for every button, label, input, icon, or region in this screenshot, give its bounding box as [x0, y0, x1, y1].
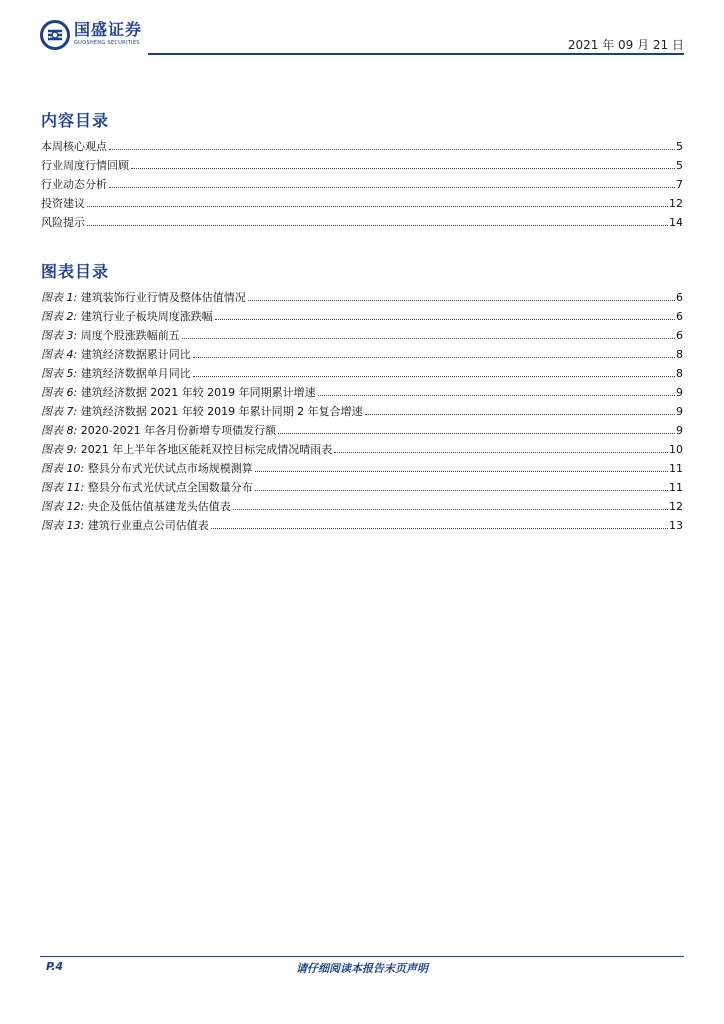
figure-number: 图表 5:	[41, 367, 78, 380]
toc-entry[interactable]	[41, 365, 683, 384]
toc-entry-label	[41, 308, 213, 324]
dot-leader	[233, 508, 668, 510]
toc-entry-text: 建筑经济数据 2021 年较 2019 年累计同期 2 年复合增速	[80, 405, 363, 418]
toc-entry[interactable]	[41, 289, 683, 308]
toc-entry-label	[41, 157, 129, 173]
toc-entry-text: 风险提示	[41, 216, 85, 229]
toc-entry-text: 周度个股涨跌幅前五	[80, 329, 180, 342]
figure-number: 图表 1:	[41, 291, 78, 304]
toc-entry-label	[41, 403, 363, 419]
toc-entry-label	[41, 138, 107, 154]
toc-entry[interactable]	[41, 422, 683, 441]
figure-number: 图表 3:	[41, 329, 78, 342]
dot-leader	[193, 375, 675, 377]
figure-number: 图表 6:	[41, 386, 78, 399]
toc-entry-label	[41, 176, 107, 192]
toc-entry-page: 10	[669, 443, 683, 456]
dot-leader	[109, 148, 675, 150]
toc-entry-label	[41, 346, 191, 362]
toc-entry-label	[41, 289, 246, 305]
toc-entry-page: 9	[676, 386, 683, 399]
toc-entry-text: 建筑装饰行业行情及整体估值情况	[80, 291, 246, 304]
toc-entry-page: 12	[669, 500, 683, 513]
dot-leader	[182, 337, 675, 339]
figure-number: 图表 2:	[41, 310, 78, 323]
brand-name-en: GUOSHENG SECURITIES	[74, 40, 140, 46]
toc-entry-text: 建筑经济数据累计同比	[80, 348, 191, 361]
toc-entry-page: 5	[676, 159, 683, 172]
figures-list	[41, 289, 683, 536]
dot-leader	[255, 470, 668, 472]
toc-entry[interactable]	[41, 346, 683, 365]
toc-entry-page: 6	[676, 310, 683, 323]
figure-number: 图表 4:	[41, 348, 78, 361]
toc-entry[interactable]	[41, 157, 683, 176]
footer-page-number: P.4	[46, 960, 64, 973]
toc-entry-label	[41, 517, 209, 533]
dot-leader	[334, 451, 668, 453]
toc-entry-label	[41, 498, 231, 514]
figures-title: 图表目录	[41, 262, 110, 281]
toc-entry-label	[41, 422, 276, 438]
toc-entry-text: 建筑行业重点公司估值表	[87, 519, 209, 532]
toc-entry[interactable]	[41, 176, 683, 195]
toc-entry-label	[41, 441, 332, 457]
toc-entry[interactable]	[41, 460, 683, 479]
toc-entry-text: 央企及低估值基建龙头估值表	[87, 500, 231, 513]
report-date: 2021 年 09 月 21 日	[567, 38, 684, 52]
dot-leader	[248, 299, 675, 301]
toc-entry-page: 11	[669, 481, 683, 494]
dot-leader	[211, 527, 668, 529]
toc-entry-label	[41, 460, 253, 476]
toc-entry[interactable]	[41, 214, 683, 233]
toc-entry-text: 建筑经济数据单月同比	[80, 367, 191, 380]
toc-entry-text: 2021 年上半年各地区能耗双控目标完成情况晴雨表	[80, 443, 333, 456]
toc-entry-page: 8	[676, 348, 683, 361]
toc-entry-label	[41, 479, 253, 495]
toc-entry-text: 行业动态分析	[41, 178, 107, 191]
dot-leader	[255, 489, 668, 491]
dot-leader	[87, 205, 668, 207]
figure-number: 图表 9:	[41, 443, 78, 456]
toc-entry-page: 6	[676, 291, 683, 304]
toc-entry-text: 建筑行业子板块周度涨跌幅	[80, 310, 213, 323]
dot-leader	[215, 318, 675, 320]
toc-entry-label	[41, 214, 85, 230]
toc-entry[interactable]	[41, 138, 683, 157]
toc-entry-text: 投资建议	[41, 197, 85, 210]
toc-entry-label	[41, 384, 316, 400]
figure-number: 图表 10:	[41, 462, 85, 475]
toc-entry-page: 6	[676, 329, 683, 342]
toc-entry[interactable]	[41, 479, 683, 498]
toc-entry-page: 9	[676, 405, 683, 418]
guosheng-logo-icon	[40, 20, 70, 50]
dot-leader	[109, 186, 675, 188]
dot-leader	[193, 356, 675, 358]
toc-entry-page: 13	[669, 519, 683, 532]
figure-number: 图表 8:	[41, 424, 78, 437]
toc-entry[interactable]	[41, 195, 683, 214]
toc-entry-page: 9	[676, 424, 683, 437]
dot-leader	[318, 394, 675, 396]
brand-logo	[40, 20, 142, 56]
toc-entry-text: 2020-2021 年各月份新增专项债发行额	[80, 424, 277, 437]
page-header	[40, 16, 684, 56]
figure-number: 图表 13:	[41, 519, 85, 532]
dot-leader	[365, 413, 675, 415]
toc-entry[interactable]	[41, 327, 683, 346]
figure-number: 图表 12:	[41, 500, 85, 513]
toc-entry[interactable]	[41, 517, 683, 536]
header-divider	[148, 53, 684, 55]
footer-divider	[40, 956, 684, 957]
contents-title: 内容目录	[41, 111, 110, 130]
toc-entry-label	[41, 327, 180, 343]
contents-list	[41, 138, 683, 233]
footer-disclaimer: 请仔细阅读本报告末页声明	[296, 962, 428, 975]
toc-entry-text: 整县分布式光伏试点市场规模测算	[87, 462, 253, 475]
toc-entry-text: 建筑经济数据 2021 年较 2019 年同期累计增速	[80, 386, 316, 399]
toc-entry-page: 5	[676, 140, 683, 153]
dot-leader	[87, 224, 668, 226]
dot-leader	[278, 432, 675, 434]
toc-entry-text: 整县分布式光伏试点全国数量分布	[87, 481, 253, 494]
toc-entry-text: 行业周度行情回顾	[41, 159, 129, 172]
brand-name-cn: 国盛证券	[74, 20, 143, 39]
toc-entry-label	[41, 195, 85, 211]
toc-entry-page: 7	[676, 178, 683, 191]
toc-entry-page: 8	[676, 367, 683, 380]
figure-number: 图表 11:	[41, 481, 85, 494]
toc-entry-text: 本周核心观点	[41, 140, 107, 153]
toc-entry[interactable]	[41, 308, 683, 327]
toc-entry[interactable]	[41, 441, 683, 460]
toc-entry[interactable]	[41, 384, 683, 403]
toc-entry[interactable]	[41, 498, 683, 517]
toc-entry-page: 11	[669, 462, 683, 475]
toc-entry-label	[41, 365, 191, 381]
toc-entry[interactable]	[41, 403, 683, 422]
toc-entry-page: 12	[669, 197, 683, 210]
toc-entry-page: 14	[669, 216, 683, 229]
dot-leader	[131, 167, 675, 169]
figure-number: 图表 7:	[41, 405, 78, 418]
